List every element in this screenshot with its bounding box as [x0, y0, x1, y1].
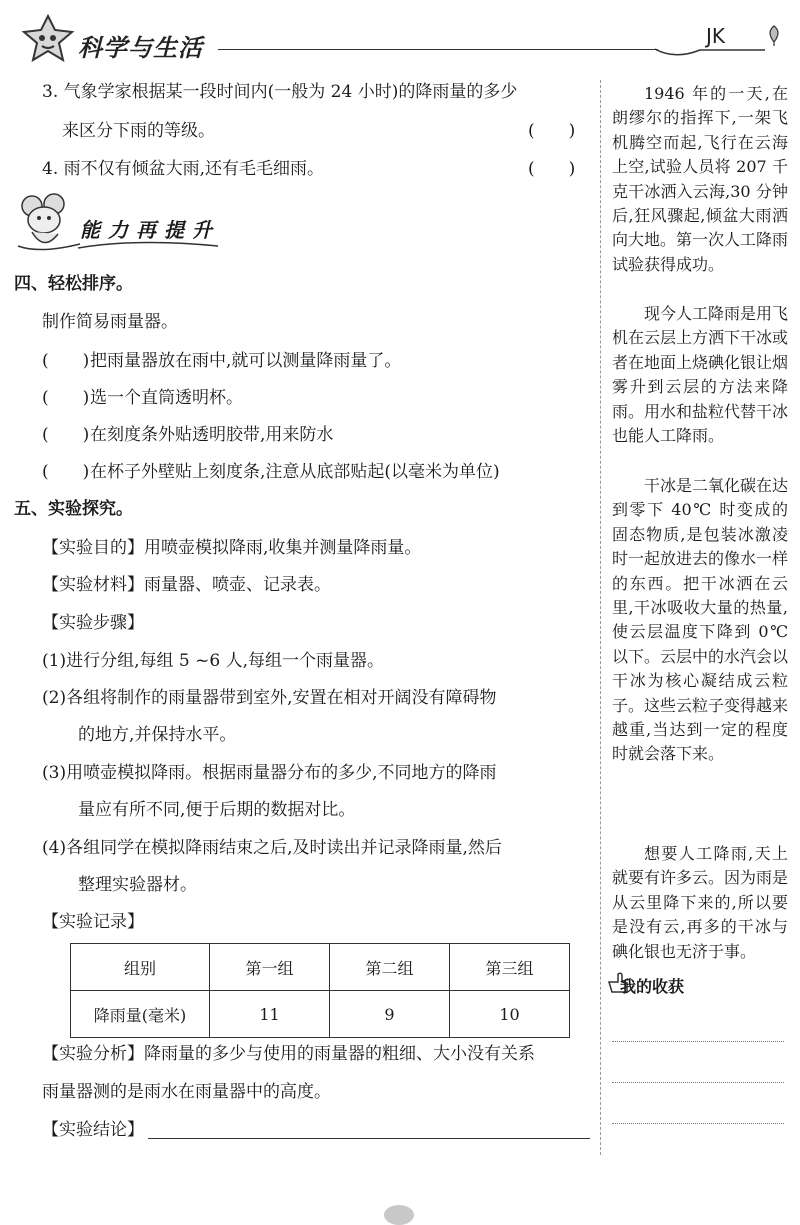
- table-header-cell: 第三组: [450, 944, 570, 991]
- experiment-steps-label: 【实验步骤】: [42, 613, 144, 633]
- order-item-3: 在刻度条外贴透明胶带,用来防水: [90, 425, 334, 445]
- table-header-cell: 第二组: [330, 944, 450, 991]
- question-3-line-1: 3. 气象学家根据某一段时间内(一般为 24 小时)的降雨量的多少: [42, 82, 518, 102]
- mouse-icon: [10, 192, 86, 256]
- order-item-2: 选一个直筒透明杯。: [90, 388, 243, 408]
- table-row-label: 降雨量(毫米): [71, 991, 210, 1038]
- experiment-analysis-line-2: 雨量器测的是雨水在雨量器中的高度。: [42, 1082, 331, 1102]
- order-blank-4[interactable]: ( ): [42, 462, 90, 482]
- section-4-subtitle: 制作简易雨量器。: [42, 312, 178, 332]
- order-item-4: 在杯子外壁贴上刻度条,注意从底部贴起(以毫米为单位): [90, 462, 500, 482]
- table-row: [71, 991, 570, 1038]
- section-4-title: 四、轻松排序。: [14, 274, 133, 294]
- experiment-record-label: 【实验记录】: [42, 912, 144, 932]
- table-header-cell: 组别: [71, 944, 210, 991]
- step-4-line-2: 整理实验器材。: [78, 875, 197, 895]
- table-cell: 9: [330, 991, 450, 1038]
- order-blank-3[interactable]: ( ): [42, 425, 90, 445]
- table-cell: 11: [210, 991, 330, 1038]
- step-3-line-2: 量应有所不同,便于后期的数据对比。: [78, 800, 356, 820]
- experiment-analysis-line-1: 【实验分析】降雨量的多少与使用的雨量器的粗细、大小没有关系: [42, 1044, 535, 1064]
- table-cell: 10: [450, 991, 570, 1038]
- gain-answer-line-2[interactable]: [612, 1082, 784, 1083]
- gain-answer-line-3[interactable]: [612, 1123, 784, 1124]
- table-header-cell: 第一组: [210, 944, 330, 991]
- step-1: (1)进行分组,每组 5 ~6 人,每组一个雨量器。: [42, 651, 384, 671]
- star-mascot-icon: [20, 14, 76, 64]
- step-4-line-1: (4)各组同学在模拟降雨结束之后,及时读出并记录降雨量,然后: [42, 838, 502, 858]
- table-header-row: [71, 944, 570, 991]
- question-4: 4. 雨不仅有倾盆大雨,还有毛毛细雨。: [42, 159, 325, 179]
- sidebar-paragraph-2: 现今人工降雨是用飞机在云层上方洒下干冰或者在地面上烧碘化银让烟雾升到云层的方法来降雨。用水和盐粒代替干冰也能人工降雨。: [612, 304, 789, 446]
- leaf-icon: [764, 24, 784, 50]
- order-blank-2[interactable]: ( ): [42, 388, 90, 408]
- mouse-mascot: [10, 192, 86, 260]
- gain-answer-line-1[interactable]: [612, 1041, 784, 1042]
- question-4-answer-blank[interactable]: ( ): [528, 159, 576, 179]
- sidebar-divider: [600, 80, 601, 1155]
- page-tab: [384, 1205, 414, 1225]
- header-rule: [218, 49, 658, 50]
- banner-title: 能力再提升: [80, 218, 220, 242]
- section-5-title: 五、实验探究。: [14, 499, 133, 519]
- experiment-conclusion-label: 【实验结论】: [42, 1120, 144, 1140]
- record-table: [70, 943, 570, 1038]
- step-3-line-1: (3)用喷壶模拟降雨。根据雨量器分布的多少,不同地方的降雨: [42, 763, 497, 783]
- sidebar-paragraph-4: 想要人工降雨,天上就要有许多云。因为雨是从云里降下来的,所以要是没有云,再多的干冰与碘化银也无济于事。: [612, 844, 789, 961]
- question-3-line-2: 来区分下雨的等级。: [62, 121, 215, 141]
- mascot-logo: [20, 14, 76, 64]
- header-title: 科学与生活: [78, 34, 203, 62]
- step-2-line-1: (2)各组将制作的雨量器带到室外,安置在相对开阔没有障碍物: [42, 688, 497, 708]
- question-3-answer-blank[interactable]: ( ): [528, 121, 576, 141]
- order-blank-1[interactable]: ( ): [42, 351, 90, 371]
- header-code: JK: [706, 24, 726, 48]
- gain-title: 我的收获: [620, 977, 685, 996]
- banner-swoosh: [78, 236, 228, 260]
- conclusion-answer-line[interactable]: [148, 1138, 590, 1139]
- experiment-materials: 【实验材料】雨量器、喷壶、记录表。: [42, 575, 331, 595]
- sidebar-paragraph-3: 干冰是二氧化碳在达到零下 40℃ 时变成的固态物质,是包装冰激凌时一起放进去的像水一样的东西。把干冰洒在云里,干冰吸收大量的热量,使云层温度下降到 0℃ 以下。云层中的水汽会以干冰为核心凝结成云粒子。这些云粒子变得越来越重,当达到一定的程度时就会落下来。: [612, 476, 789, 764]
- experiment-purpose: 【实验目的】用喷壶模拟降雨,收集并测量降雨量。: [42, 538, 422, 558]
- sidebar-paragraph-1: 1946 年的一天,在朗缪尔的指挥下,一架飞机腾空而起,飞行在云海上空,试验人员将 207 千克干冰洒入云海,30 分钟后,狂风骤起,倾盆大雨洒向大地。第一次人工降雨试验获得成功。: [612, 84, 789, 274]
- order-item-1: 把雨量器放在雨中,就可以测量降雨量了。: [90, 351, 402, 371]
- step-2-line-2: 的地方,并保持水平。: [78, 725, 237, 745]
